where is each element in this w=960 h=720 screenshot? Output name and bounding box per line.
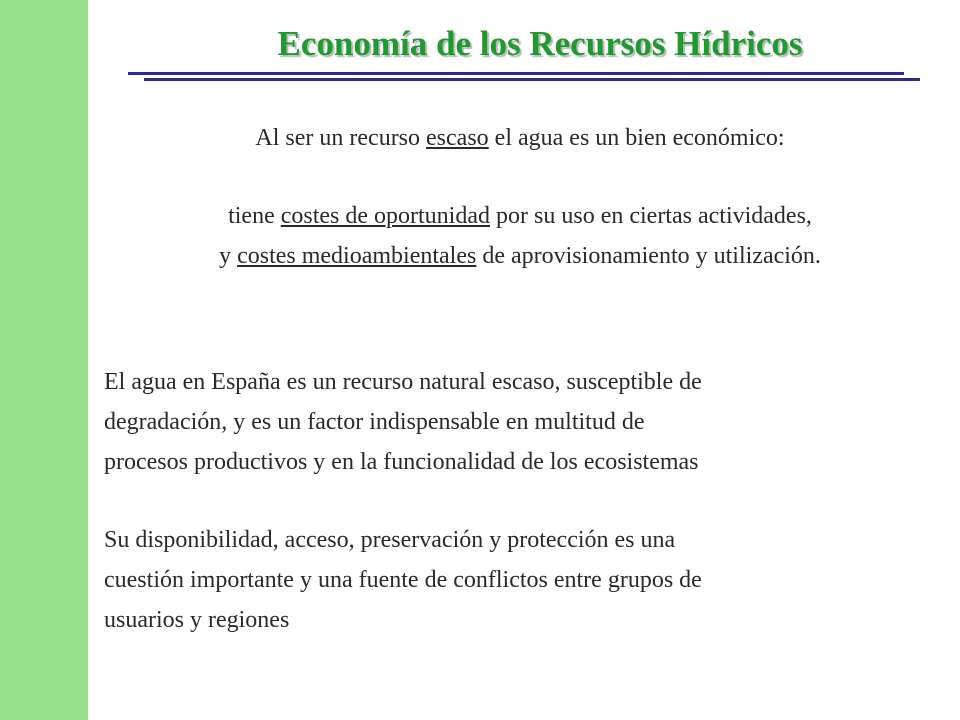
side-accent-band: [0, 0, 88, 720]
availability-line-1: Su disponibilidad, acceso, preservación y protección es una: [104, 527, 676, 553]
costs-line-1-after: por su uso en ciertas actividades,: [490, 203, 812, 229]
spain-water-line-2: degradación, y es un factor indispensable en multitud de: [104, 409, 645, 435]
costs-line-2-before: y: [219, 243, 238, 269]
costs-line-1-before: tiene: [228, 203, 281, 229]
costs-paragraph: [100, 196, 940, 276]
costs-line-2: [100, 236, 940, 276]
costs-line-1: [100, 196, 940, 236]
spain-water-paragraph: [104, 362, 934, 482]
intro-underlined-term: escaso: [426, 125, 489, 151]
availability-line-2: cuestión importante y una fuente de conflictos entre grupos de: [104, 567, 702, 593]
slide-title: Economía de los Recursos Hídricos: [277, 24, 803, 63]
intro-paragraph: [100, 118, 940, 158]
availability-paragraph: [104, 520, 934, 640]
costs-line-2-after: de aprovisionamiento y utilización.: [476, 243, 821, 269]
title-underline-lower: [144, 78, 920, 81]
spain-water-line-1: El agua en España es un recurso natural escaso, susceptible de: [104, 369, 702, 395]
spain-water-line-3: procesos productivos y en la funcionalidad de los ecosistemas: [104, 449, 699, 475]
environmental-costs-term: costes medioambientales: [237, 243, 477, 269]
title-underline-upper: [128, 72, 904, 75]
availability-line-3: usuarios y regiones: [104, 607, 290, 633]
intro-text-after: el agua es un bien económico:: [488, 125, 785, 151]
opportunity-costs-term: costes de oportunidad: [280, 203, 491, 229]
intro-text-before: Al ser un recurso: [255, 125, 427, 151]
